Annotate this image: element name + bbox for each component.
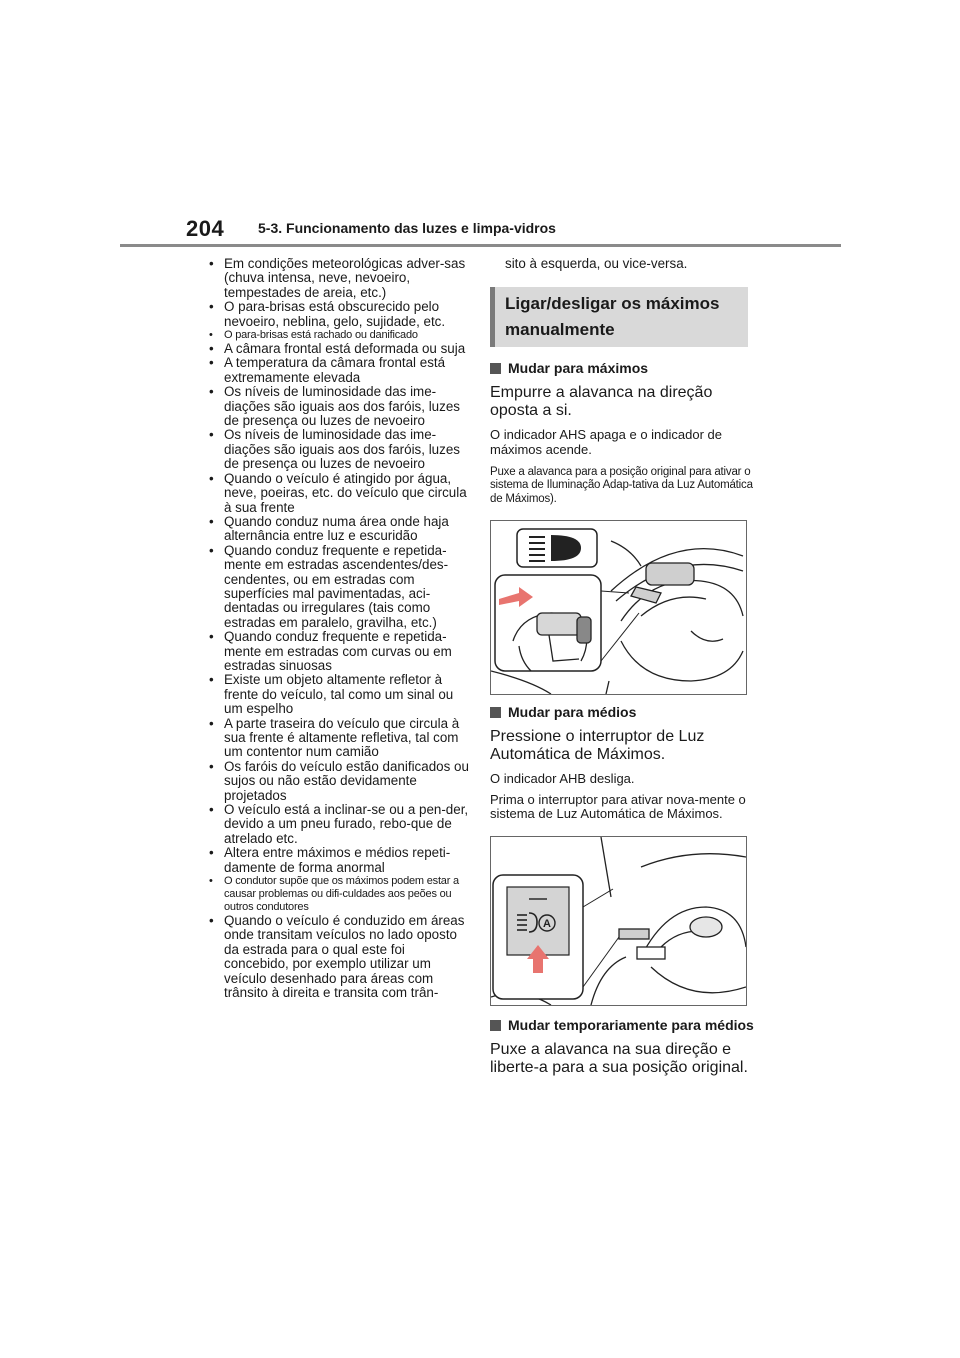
ahb-switch-button [507,887,569,955]
condition-item: • Quando o veículo é conduzido em áreas onde transitam veículos no lado oposto da estrada para o qual este foi concebido, por exemplo utilizar um veículo desenhado para áreas com trânsito à direita e transita com trân- [208,914,470,1000]
condition-item: • O para-brisas está rachado ou danificado [208,329,470,342]
condition-list [208,257,470,1001]
condition-item: • Os níveis de luminosidade das ime-diações são iguais aos dos faróis, luzes de presença ou luzes de nevoeiro [208,385,470,428]
low-beam-note: O indicador AHB desliga. [490,771,635,787]
section-heading [490,287,748,347]
square-bullet-icon [490,707,501,718]
condition-item: • O veículo está a inclinar-se ou a pen-der, devido a um pneu furado, rebo-que de atrelado etc. [208,803,470,846]
lever-push-illustration [490,520,747,695]
high-beam-note-secondary: Puxe a alavanca para a posição original para ativar o sistema de Iluminação Adap-tativa da Luz Automática de Máximos). [490,465,753,505]
square-bullet-icon [490,1020,501,1031]
condition-item: • Em condições meteorológicas adver-sas (chuva intensa, neve, nevoeiro, tempestades de areia, etc.) [208,257,470,300]
condition-item: • O para-brisas está obscurecido pelo nevoeiro, neblina, gelo, sujidade, etc. [208,300,470,329]
condition-item: • Os níveis de luminosidade das ime-diações são iguais aos dos faróis, luzes de presença ou luzes de nevoeiro [208,428,470,471]
temporary-low-beam-heading [490,1018,755,1033]
low-beam-note-secondary: Prima o interruptor para ativar nova-mente o sistema de Luz Automática de Máximos. [490,791,746,822]
section-heading-line1: Ligar/desligar os máximos [505,294,720,314]
condition-item: • Altera entre máximos e médios repeti-damente de forma anormal [208,846,470,875]
condition-item: • A temperatura da câmara frontal está extremamente elevada [208,356,470,385]
ahb-switch-illustration [490,836,747,1006]
high-beam-instruction: Empurre a alavanca na direção oposta a si. [490,384,713,420]
high-beam-heading [490,361,755,376]
left-column [208,257,470,1001]
condition-item: • A câmara frontal está deformada ou suja [208,342,470,356]
condition-item: • Quando o veículo é atingido por água, neve, poeiras, etc. do veículo que circula à sua frente [208,472,470,515]
condition-item: • O condutor supõe que os máximos podem estar a causar problemas ou difi-culdades aos peões ou outros condutores [208,875,470,914]
temporary-low-beam-title: Mudar temporariamente para médios [508,1016,754,1033]
continued-text: sito à esquerda, ou vice-versa. [505,256,688,271]
condition-item: • Existe um objeto altamente refletor à frente do veículo, tal como um sinal ou um espelho [208,673,470,716]
high-beam-title: Mudar para máximos [508,360,649,377]
condition-item: • Os faróis do veículo estão danificados ou sujos ou não estão devidamente projetados [208,760,470,803]
low-beam-title: Mudar para médios [508,704,637,721]
ahb-switch-drawing [491,837,746,1005]
section-title: 5-3. Funcionamento das luzes e limpa-vidros [258,220,556,236]
right-column [490,257,755,1077]
page-number: 204 [186,216,225,241]
section-heading-line2: manualmente [505,320,615,340]
temporary-low-beam-instruction: Puxe a alavanca na sua direção e liberte-a para a sua posição original. [490,1040,748,1076]
lever-push-drawing [491,521,746,694]
square-bullet-icon [490,363,501,374]
switch-letter: A [543,917,551,930]
high-beam-note: O indicador AHS apaga e o indicador de máximos acende. [490,427,722,457]
condition-item: • Quando conduz frequente e repetida-mente em estradas com curvas ou em estradas sinuosas [208,630,470,673]
condition-item: • A parte traseira do veículo que circula à sua frente é altamente refletiva, tal com um contentor num camião [208,717,470,760]
low-beam-heading [490,705,755,720]
page-header [186,216,746,246]
low-beam-instruction: Pressione o interruptor de Luz Automática de Máximos. [490,728,705,764]
condition-item: • Quando conduz frequente e repetida-mente em estradas ascendentes/des-cendentes, ou em estradas com superfícies mal pavimentadas, aci-dentadas ou irregulares (tais como estradas em paralelo, gravilha, etc.) [208,544,470,630]
header-rule [120,244,841,247]
condition-item: • Quando conduz numa área onde haja alternância entre luz e escuridão [208,515,470,544]
